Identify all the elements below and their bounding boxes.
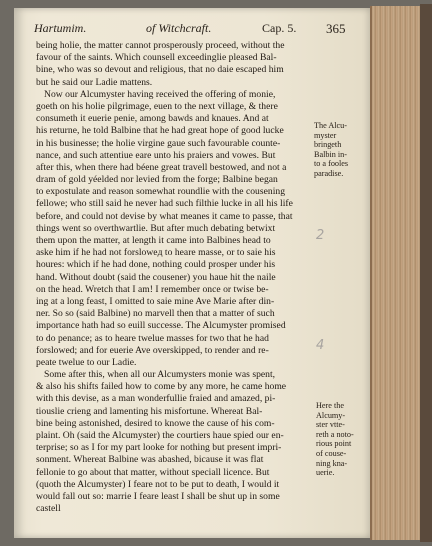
- book-spine-shadow: [420, 4, 432, 542]
- text-line: importance hath had so euill successe. The Alcumyster promised: [36, 320, 286, 332]
- text-line: bine, who was so devout and religious, that no daie escaped him: [36, 64, 284, 76]
- margin-note-fooles-paradise: [314, 121, 370, 179]
- text-line: peate twelue to our Ladie.: [36, 356, 137, 368]
- text-line: Some after this, when all our Alcumysters monie was spent,: [44, 369, 276, 381]
- margin-note-line: Alcumy-: [316, 410, 346, 420]
- text-line: with this devise, as a man wonderfullie fraied and amazed, pi-: [36, 393, 276, 405]
- margin-note-line: The Alcu-: [314, 121, 347, 130]
- text-line: plaint. Oh (said the Alcumyster) the courtiers haue spied our en-: [36, 430, 284, 441]
- text-line: fellowe; who still said he never had such filthie lucke in all his life: [36, 198, 293, 210]
- text-line: being holie, the matter cannot prosperously proceed, without the: [36, 40, 285, 51]
- pencil-mark: 2: [316, 228, 325, 243]
- margin-note-line: reth a noto-: [316, 429, 354, 439]
- text-line: to do penance; as to heare twelue masses for two that he had: [36, 332, 269, 344]
- text-line: on the head. Wretch that I am! I remember once or twise be-: [36, 283, 269, 295]
- margin-note-line: bringeth: [314, 140, 342, 150]
- margin-note-cousening-knaverie: [316, 401, 370, 478]
- text-line: bine being astonished, desired to knowe the cause of his com-: [36, 417, 275, 429]
- margin-note-line: ster vtte-: [316, 420, 345, 430]
- margin-note-line: Balbin in-: [314, 149, 347, 159]
- text-line: & also his shifts failed how to come by any more, he came home: [36, 381, 287, 393]
- text-line: before, and could not devise by what meanes it came to passe, that: [36, 210, 293, 222]
- text-line: dram of gold yéelded nor levied from the forge; Balbine began: [36, 174, 278, 186]
- text-line: ing at a long feast, I omitted to saie mine Ave Marie after din-: [36, 295, 275, 307]
- text-line: forslowed; and for euerie Ave overskipped, to render and re-: [36, 344, 269, 356]
- text-line: aske him if he had not forsloweд to heare masse, or to saie his: [36, 247, 276, 259]
- text-line: to expostulate and reason somewhat roundlie with the cousening: [36, 186, 286, 198]
- text-line: after this, when there had béene great travell bestowed, and not a: [36, 161, 287, 173]
- text-line: but he said our Ladie mattens.: [36, 76, 153, 88]
- header-title: of Witchcraft.: [146, 21, 212, 35]
- text-line: Now our Alcumyster having received the offering of monie,: [44, 88, 276, 100]
- margin-note-line: paradise.: [314, 168, 344, 178]
- text-line: nance, and such attentiue eare unto his praiers and vowes. But: [36, 149, 276, 161]
- pencil-mark: 4: [316, 338, 325, 353]
- text-line: his returne, he told Balbine that he had great hope of good lucke: [36, 125, 284, 137]
- text-line: in his businesse; the holie virgine gaue such favourable counte-: [36, 137, 281, 149]
- text-line: would fall out so: marrie I feare least I shall be shut up in some: [36, 490, 280, 502]
- margin-note-line: ning kna-: [316, 458, 348, 468]
- text-line: hand. Without doubt (said the cousener) you haue hit the naile: [36, 271, 276, 283]
- text-line: sonment. Whereat Balbine was abashed, bicause it was flat: [36, 454, 264, 466]
- header-chapter: Cap. 5.: [262, 21, 297, 35]
- text-line: fellonie to go about that matter, without speciall licence. But: [36, 466, 270, 478]
- text-line: favour of the saints. Which counsell exceedinglie pleased Bal-: [36, 52, 277, 64]
- margin-note-line: uerie.: [316, 468, 335, 478]
- margin-note-line: of couse-: [316, 448, 347, 458]
- margin-note-line: myster: [314, 130, 337, 140]
- text-line: terprise; so as I for my part looke for nothing but present impri-: [36, 442, 282, 454]
- margin-note-line: Here the: [316, 401, 344, 410]
- text-line: tiouslie crieng and lamenting his misfortune. Whereat Bal-: [36, 405, 263, 417]
- text-line: (quoth the Alcumyster) I feare not to be put to death, I would it: [36, 478, 280, 490]
- book-page: [14, 8, 370, 538]
- header-left: Hartumim.: [34, 21, 87, 35]
- text-line: consumeth it euerie penie, among bawds and knaues. And at: [36, 113, 269, 125]
- text-line: castell: [36, 503, 61, 515]
- margin-note-line: to a fooles: [314, 159, 349, 169]
- text-line: goeth on his holie pilgrimage, euen to the next village, & there: [36, 100, 278, 112]
- text-line: things went so overthwartlie. But after much debating betwixt: [36, 222, 276, 234]
- running-header: [34, 21, 364, 41]
- margin-note-line: rious point: [316, 439, 352, 449]
- text-line: them upon the matter, at length it came into Balbines head to: [36, 235, 271, 246]
- page-number: 365: [326, 21, 346, 36]
- text-line: houres: which if he had done, nothing could prosper under his: [36, 259, 276, 271]
- text-line: ner. So so (said Balbine) no marvell then that a matter of such: [36, 308, 275, 320]
- body-text: [36, 40, 318, 515]
